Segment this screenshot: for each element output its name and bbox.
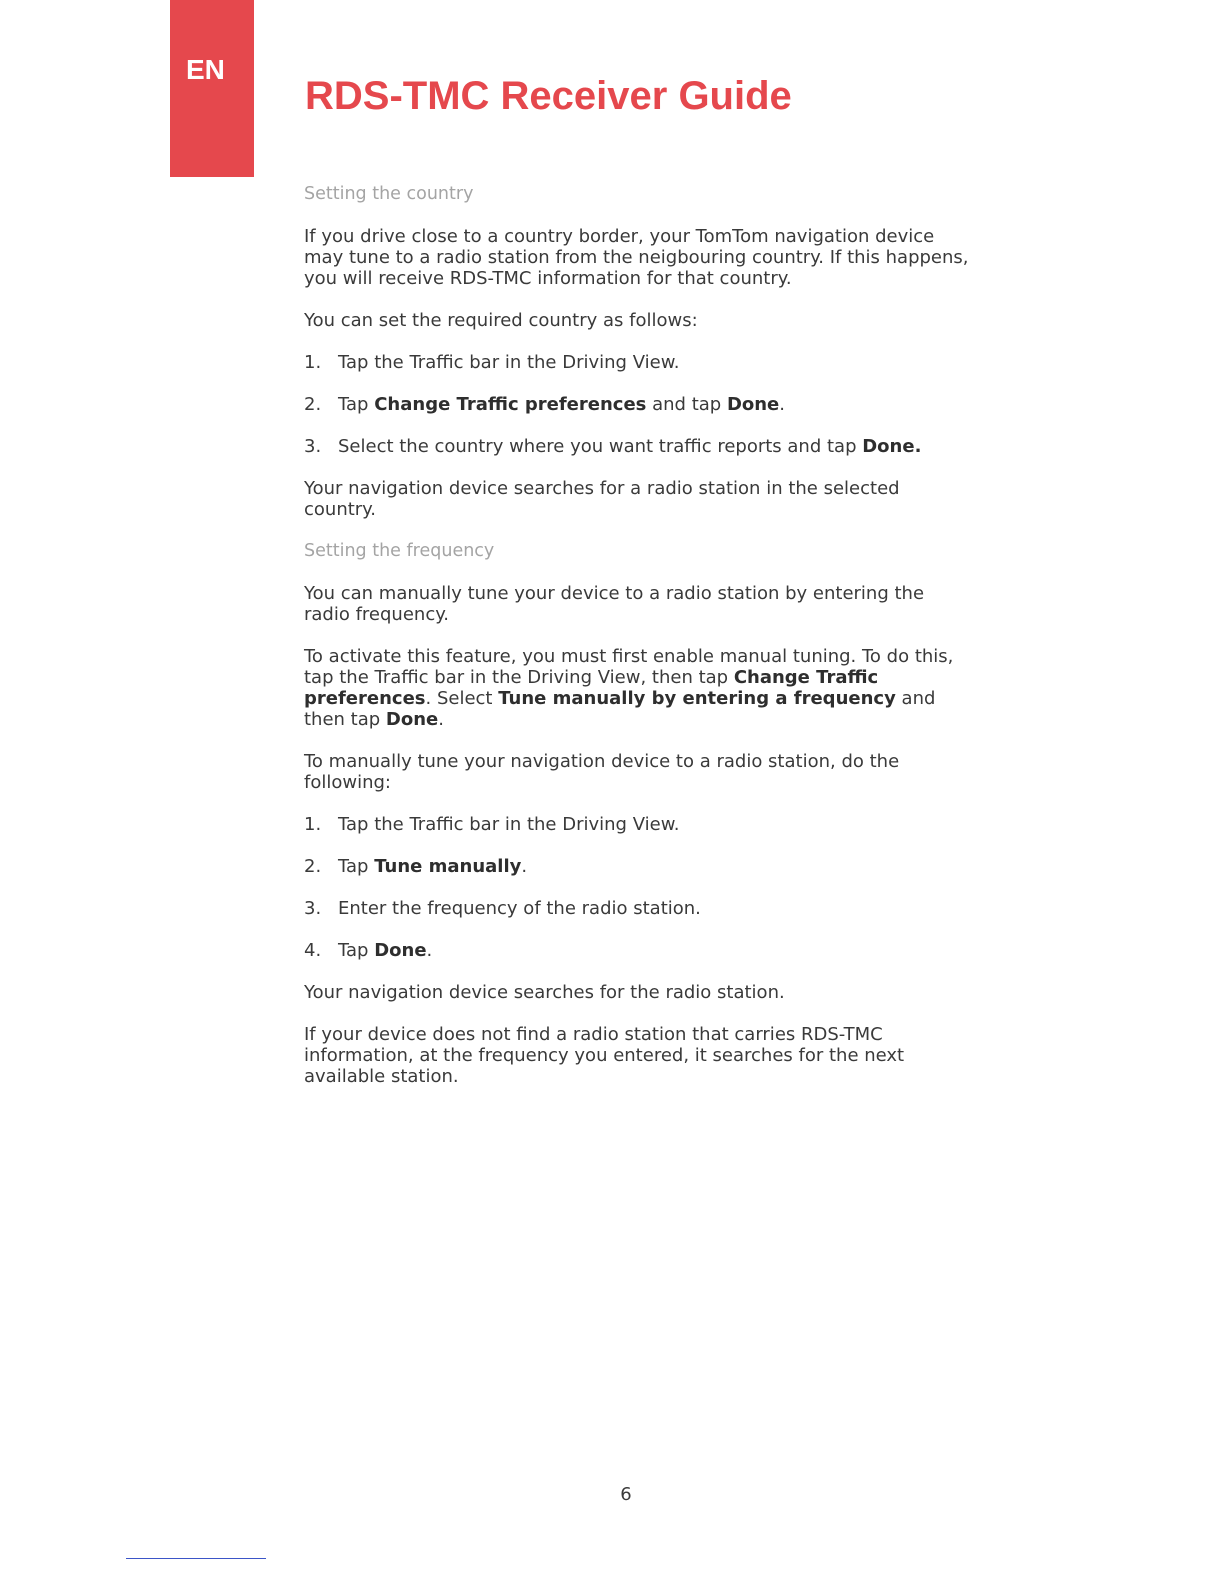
text-run: . — [438, 709, 444, 730]
text-run: and then tap — [304, 688, 936, 730]
list-number: 1. — [304, 814, 322, 835]
list-item — [304, 436, 969, 457]
paragraph: Your navigation device searches for the radio station. — [304, 982, 785, 1003]
list-item — [304, 898, 969, 919]
text-run: . — [426, 940, 433, 961]
list-item — [304, 856, 969, 877]
paragraph: To manually tune your navigation device to a radio station, do the following: — [304, 751, 900, 793]
footnote-divider — [126, 1558, 266, 1559]
section-heading-frequency: Setting the frequency — [304, 541, 495, 561]
list-number: 1. — [304, 352, 322, 373]
list-text: Tap the Traffic bar in the Driving View. — [338, 352, 680, 373]
paragraph: You can manually tune your device to a radio station by entering the radio frequency. — [304, 583, 925, 625]
text-run: Tap — [338, 394, 375, 415]
paragraph: Your navigation device searches for a radio station in the selected country. — [304, 478, 900, 520]
bold-text: Change Traffic preferences — [374, 394, 647, 415]
page-number: 6 — [620, 1484, 632, 1505]
paragraph: You can set the required country as follows: — [304, 310, 698, 331]
list-item — [304, 940, 969, 961]
bold-text: Done — [726, 394, 780, 415]
list-text — [338, 940, 432, 961]
text-run: Select the country where you want traffic reports and tap — [338, 436, 863, 457]
text-run: . — [779, 394, 786, 415]
paragraph: If you drive close to a country border, your TomTom navigation device may tune to a radio station from the neigbouring country. If this happens, you will receive RDS-TMC information for that country. — [304, 226, 969, 289]
list-item — [304, 394, 969, 415]
bold-text: Change Traffic preferences — [304, 667, 879, 709]
list-item — [304, 814, 969, 835]
list-item — [304, 352, 969, 373]
language-code: EN — [186, 54, 225, 85]
bold-text: Done — [385, 709, 439, 730]
bold-text: Done — [374, 940, 427, 961]
list-text: Tap the Traffic bar in the Driving View. — [338, 814, 680, 835]
list-text — [338, 394, 785, 415]
list-number: 4. — [304, 940, 322, 961]
bold-text: Tune manually — [374, 856, 522, 877]
paragraph — [304, 646, 969, 730]
text-run: Tap — [338, 940, 375, 961]
list-number: 3. — [304, 436, 322, 457]
list-number: 3. — [304, 898, 322, 919]
text-run: Tap — [338, 856, 375, 877]
bold-text: Tune manually by entering a frequency — [498, 688, 896, 709]
list-text — [338, 436, 921, 457]
text-run: and tap — [646, 394, 727, 415]
text-run: . Select — [425, 688, 499, 709]
language-tab — [170, 0, 254, 177]
document-body — [304, 184, 969, 1108]
list-number: 2. — [304, 394, 322, 415]
list-number: 2. — [304, 856, 322, 877]
list-text — [338, 856, 527, 877]
bold-text: Done — [862, 436, 915, 457]
list-text: Enter the frequency of the radio station. — [338, 898, 701, 919]
text-run: To activate this feature, you must first enable manual tuning. To do this, tap the Traffic bar in the Driving View, then tap — [304, 646, 954, 688]
page-title: RDS-TMC Receiver Guide — [305, 74, 792, 118]
paragraph: If your device does not find a radio station that carries RDS-TMC information, at the frequency you entered, it searches for the next available station. — [304, 1024, 905, 1087]
bold-text: . — [914, 436, 922, 457]
section-heading-country: Setting the country — [304, 184, 474, 204]
text-run: . — [521, 856, 528, 877]
